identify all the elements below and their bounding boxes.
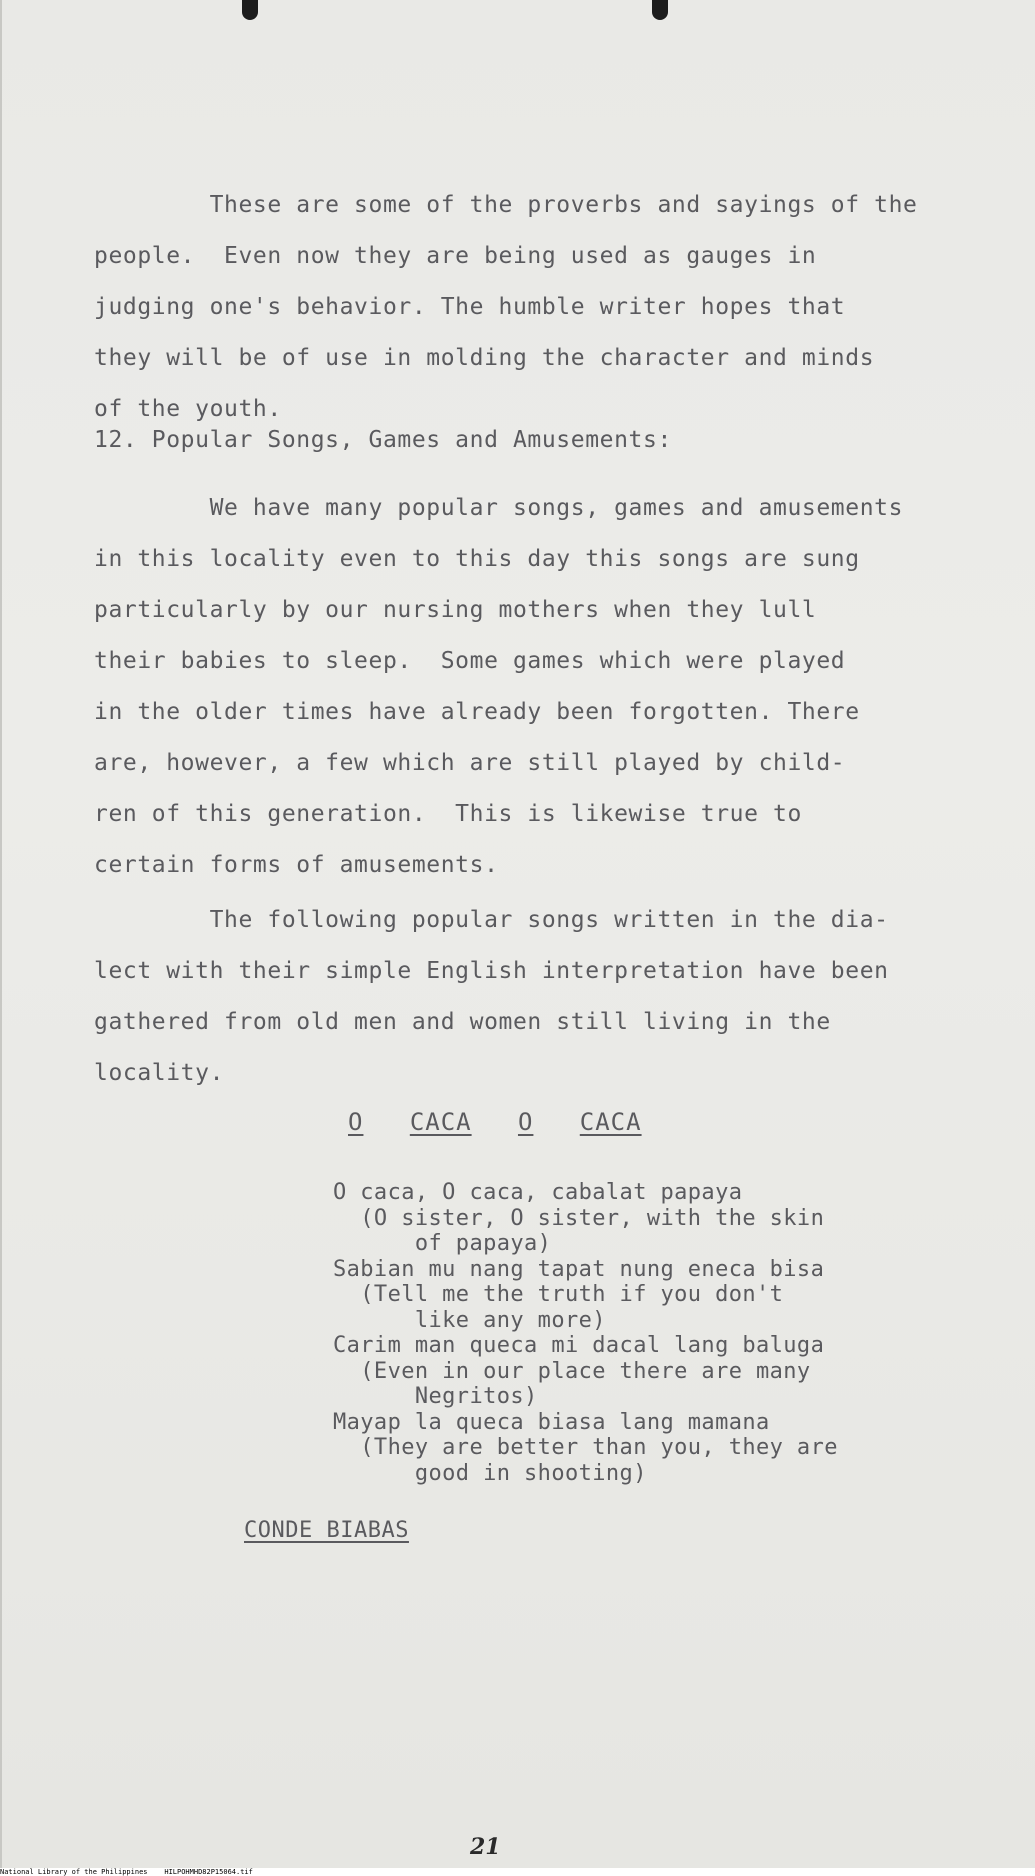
text-line: The following popular songs written in the dia- — [94, 907, 889, 933]
verse-line: Negritos) — [333, 1384, 538, 1409]
verse-line: like any more) — [333, 1307, 606, 1333]
song-title-part: O — [348, 1108, 364, 1136]
verse-line: Sabian mu nang tapat nung eneca bisa — [333, 1256, 825, 1282]
text-line: We have many popular songs, games and amusements — [94, 495, 904, 521]
paragraph-proverbs — [94, 180, 954, 435]
text-line: are, however, a few which are still played by child- — [94, 750, 846, 776]
verse-line: Carim man queca mi dacal lang baluga — [333, 1333, 825, 1358]
text-line: their babies to sleep. Some games which were played — [94, 648, 846, 674]
binder-hole-left — [242, 0, 258, 20]
scan-footer: National Library of the Philippines HILPOHMHD82P15064.tif — [0, 1868, 1035, 1876]
paragraph-songs — [94, 483, 954, 891]
song-title — [348, 1108, 642, 1136]
verse-line: (Tell me the truth if you don't — [333, 1282, 784, 1307]
verse-line: (O sister, O sister, with the skin — [333, 1205, 825, 1231]
text-line: certain forms of amusements. — [94, 852, 499, 878]
song-verse — [333, 1180, 838, 1486]
page-number: 21 — [470, 1834, 501, 1860]
verse-line: of papaya) — [333, 1231, 552, 1256]
binder-hole-right — [652, 0, 668, 20]
text-line: they will be of use in molding the character and minds — [94, 345, 875, 371]
text-line: people. Even now they are being used as gauges in — [94, 243, 817, 269]
verse-line: (They are better than you, they are — [333, 1435, 838, 1460]
verse-line: O caca, O caca, cabalat papaya — [333, 1180, 743, 1205]
text-line: gathered from old men and women still living in the — [94, 1009, 831, 1035]
song-title-part: CACA — [579, 1108, 642, 1136]
verse-line: (Even in our place there are many — [333, 1358, 811, 1384]
text-line: lect with their simple English interpretation have been — [94, 958, 889, 984]
text-line: ren of this generation. This is likewise true to — [94, 801, 802, 827]
section-heading: 12. Popular Songs, Games and Amusements: — [94, 427, 672, 453]
text-line: of the youth. — [94, 396, 282, 422]
second-song-title: CONDE BIABAS — [244, 1518, 409, 1543]
text-line: in this locality even to this day this songs are sung — [94, 546, 860, 572]
text-line: locality. — [94, 1060, 225, 1086]
text-line: These are some of the proverbs and sayings of the — [94, 192, 918, 218]
paragraph-following-songs — [94, 895, 954, 1099]
song-title-part: CACA — [409, 1108, 472, 1136]
text-line: judging one's behavior. The humble writer hopes that — [94, 294, 846, 320]
song-title-part: O — [517, 1108, 534, 1136]
text-line: in the older times have already been forgotten. There — [94, 699, 860, 725]
text-line: particularly by our nursing mothers when they lull — [94, 597, 817, 623]
verse-line: good in shooting) — [333, 1460, 647, 1486]
verse-line: Mayap la queca biasa lang mamana — [333, 1409, 770, 1435]
